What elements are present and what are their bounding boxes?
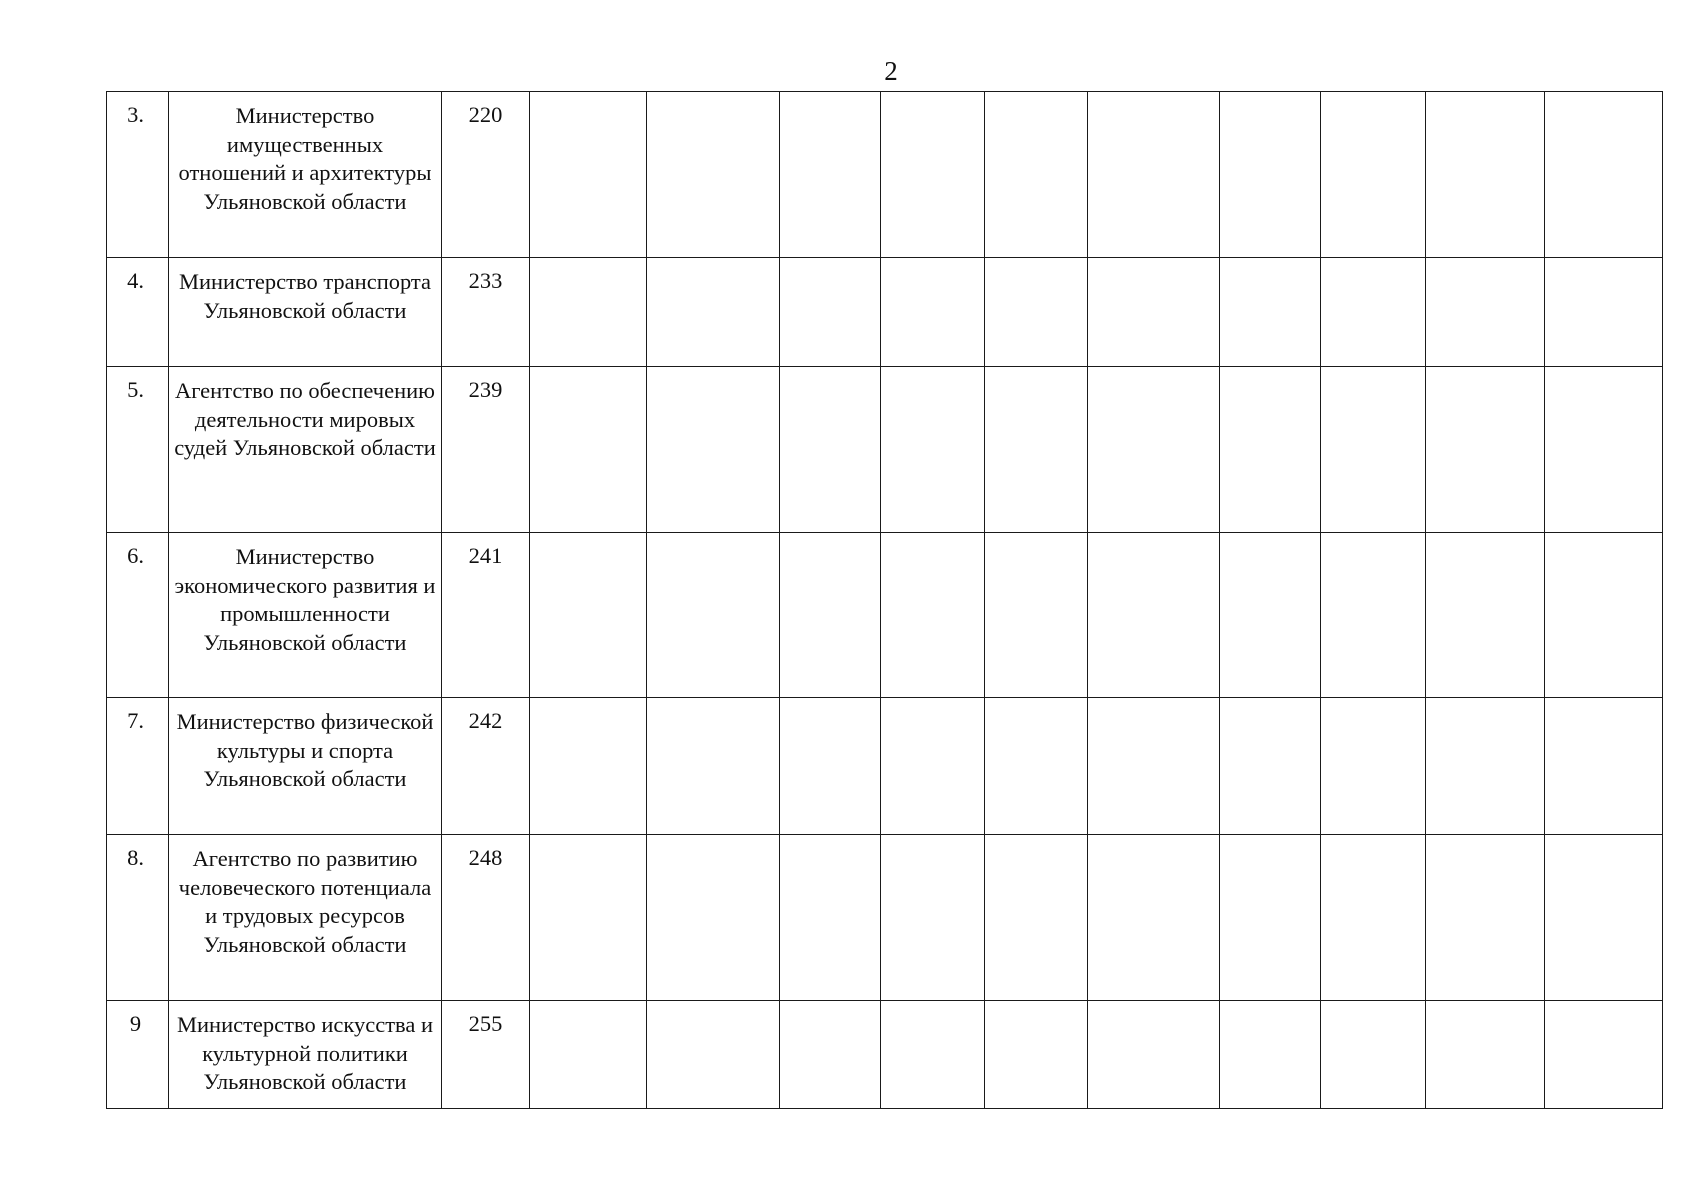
empty-cell <box>530 835 647 1001</box>
empty-cell <box>1426 835 1545 1001</box>
empty-cell <box>530 533 647 698</box>
page-number: 2 <box>884 56 898 86</box>
row-number: 9 <box>107 1001 169 1109</box>
empty-cell <box>647 835 780 1001</box>
empty-cell <box>881 258 985 367</box>
empty-cell <box>530 1001 647 1109</box>
row-number: 7. <box>107 698 169 835</box>
organization-name: Министерство экономического развития и промышленности Ульяновской области <box>169 533 442 698</box>
row-number: 5. <box>107 367 169 533</box>
empty-cell <box>1321 533 1426 698</box>
empty-cell <box>1321 367 1426 533</box>
empty-cell <box>881 367 985 533</box>
organization-name: Министерство транспорта Ульяновской области <box>169 258 442 367</box>
empty-cell <box>1220 533 1321 698</box>
empty-cell <box>1088 1001 1220 1109</box>
empty-cell <box>881 698 985 835</box>
empty-cell <box>1545 1001 1663 1109</box>
empty-cell <box>1220 698 1321 835</box>
empty-cell <box>1545 533 1663 698</box>
empty-cell <box>1426 367 1545 533</box>
empty-cell <box>985 1001 1088 1109</box>
empty-cell <box>780 1001 881 1109</box>
empty-cell <box>1426 258 1545 367</box>
empty-cell <box>1321 698 1426 835</box>
empty-cell <box>1426 698 1545 835</box>
empty-cell <box>985 92 1088 258</box>
empty-cell <box>780 258 881 367</box>
empty-cell <box>1088 92 1220 258</box>
empty-cell <box>1220 835 1321 1001</box>
empty-cell <box>530 367 647 533</box>
organization-name: Министерство физической культуры и спорта Ульяновской области <box>169 698 442 835</box>
organization-code: 241 <box>442 533 530 698</box>
empty-cell <box>1321 835 1426 1001</box>
empty-cell <box>1321 92 1426 258</box>
empty-cell <box>1321 1001 1426 1109</box>
empty-cell <box>881 92 985 258</box>
organization-code: 220 <box>442 92 530 258</box>
empty-cell <box>1088 698 1220 835</box>
empty-cell <box>1545 835 1663 1001</box>
row-number: 8. <box>107 835 169 1001</box>
empty-cell <box>1220 1001 1321 1109</box>
empty-cell <box>1321 258 1426 367</box>
empty-cell <box>1545 698 1663 835</box>
empty-cell <box>1220 258 1321 367</box>
empty-cell <box>530 258 647 367</box>
empty-cell <box>1426 92 1545 258</box>
table-row <box>107 367 1663 533</box>
row-number: 4. <box>107 258 169 367</box>
empty-cell <box>647 1001 780 1109</box>
allocation-table <box>106 91 1663 1109</box>
empty-cell <box>1088 367 1220 533</box>
row-number: 6. <box>107 533 169 698</box>
table-row <box>107 258 1663 367</box>
empty-cell <box>780 92 881 258</box>
organization-name: Агентство по развитию человеческого потенциала и трудовых ресурсов Ульяновской области <box>169 835 442 1001</box>
empty-cell <box>985 258 1088 367</box>
organization-code: 233 <box>442 258 530 367</box>
empty-cell <box>1220 367 1321 533</box>
empty-cell <box>1088 835 1220 1001</box>
empty-cell <box>1545 367 1663 533</box>
empty-cell <box>1088 533 1220 698</box>
empty-cell <box>780 698 881 835</box>
empty-cell <box>647 92 780 258</box>
empty-cell <box>647 367 780 533</box>
empty-cell <box>985 698 1088 835</box>
empty-cell <box>530 92 647 258</box>
empty-cell <box>647 698 780 835</box>
empty-cell <box>780 367 881 533</box>
organization-code: 242 <box>442 698 530 835</box>
empty-cell <box>647 533 780 698</box>
empty-cell <box>530 698 647 835</box>
empty-cell <box>1545 258 1663 367</box>
empty-cell <box>780 835 881 1001</box>
empty-cell <box>1088 258 1220 367</box>
organization-code: 239 <box>442 367 530 533</box>
organization-code: 248 <box>442 835 530 1001</box>
table-row <box>107 835 1663 1001</box>
table-row <box>107 698 1663 835</box>
empty-cell <box>1426 533 1545 698</box>
empty-cell <box>881 1001 985 1109</box>
empty-cell <box>1426 1001 1545 1109</box>
empty-cell <box>985 835 1088 1001</box>
empty-cell <box>647 258 780 367</box>
organization-code: 255 <box>442 1001 530 1109</box>
table-row <box>107 92 1663 258</box>
table-row <box>107 1001 1663 1109</box>
table-row <box>107 533 1663 698</box>
empty-cell <box>780 533 881 698</box>
empty-cell <box>881 533 985 698</box>
empty-cell <box>985 367 1088 533</box>
organization-name: Министерство искусства и культурной политики Ульяновской области <box>169 1001 442 1109</box>
empty-cell <box>1545 92 1663 258</box>
organization-name: Министерство имущественных отношений и архитектуры Ульяновской области <box>169 92 442 258</box>
empty-cell <box>1220 92 1321 258</box>
row-number: 3. <box>107 92 169 258</box>
organization-name: Агентство по обеспечению деятельности мировых судей Ульяновской области <box>169 367 442 533</box>
empty-cell <box>881 835 985 1001</box>
empty-cell <box>985 533 1088 698</box>
